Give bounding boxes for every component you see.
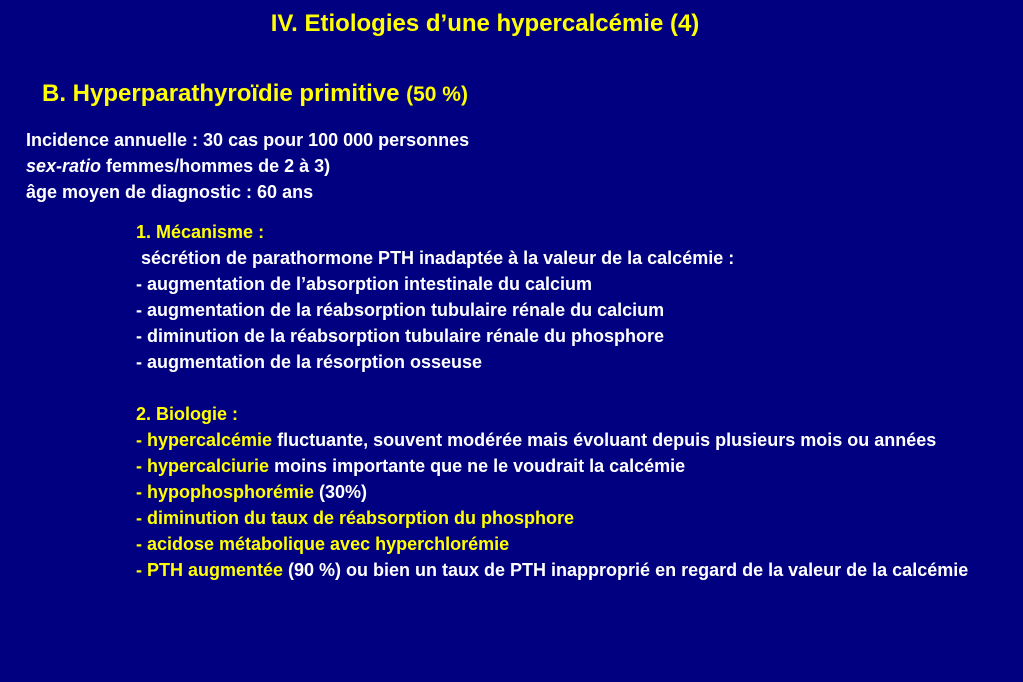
mecanisme-heading: 1. Mécanisme : (136, 222, 265, 242)
slide-title: IV. Etiologies d’une hypercalcémie (4) (270, 10, 700, 37)
mecanisme-item: - diminution de la réabsorption tubulaire rénale du phosphore (136, 326, 665, 346)
biologie-term: - hypercalcémie (136, 430, 273, 450)
sex-ratio-line (26, 153, 469, 179)
biologie-item-pth (136, 557, 986, 583)
section-subtitle (42, 79, 468, 110)
biologie-item-phosphore: - diminution du taux de réabsorption du phosphore (136, 508, 574, 528)
mecanisme-item: - augmentation de l’absorption intestinale du calcium (136, 274, 593, 294)
intro-block (26, 127, 469, 205)
biologie-item-hypercalcemie (136, 427, 986, 453)
subtitle-text: B. Hyperparathyroïdie primitive (42, 80, 407, 107)
age-line: âge moyen de diagnostic : 60 ans (26, 182, 314, 202)
biologie-item-acidose: - acidose métabolique avec hyperchlorémie (136, 534, 510, 554)
incidence-line: Incidence annuelle : 30 cas pour 100 000 personnes (26, 130, 470, 150)
biologie-term: - hypophosphorémie (136, 482, 315, 502)
subtitle-percentage: (50 %) (406, 83, 468, 106)
biologie-detail: moins importante que ne le voudrait la calcémie (269, 456, 686, 476)
biologie-heading: 2. Biologie : (136, 404, 239, 424)
biologie-detail: fluctuante, souvent modérée mais évoluant depuis plusieurs mois ou années (272, 430, 937, 450)
biologie-term: - PTH augmentée (136, 560, 284, 580)
biologie-detail: (30%) (314, 482, 368, 502)
sex-ratio-label: sex-ratio (26, 156, 102, 176)
sex-ratio-value: femmes/hommes de 2 à 3) (101, 156, 331, 176)
section-spacer (136, 375, 986, 401)
mecanisme-item: - augmentation de la réabsorption tubulaire rénale du calcium (136, 300, 665, 320)
content-block (136, 219, 986, 583)
biologie-item-hypophosphoremie (136, 479, 986, 505)
biologie-item-hypercalciurie (136, 453, 986, 479)
biologie-term: - hypercalciurie (136, 456, 270, 476)
biologie-detail: (90 %) ou bien un taux de PTH inapproprié en regard de la valeur de la calcémie (283, 560, 969, 580)
mecanisme-intro: sécrétion de parathormone PTH inadaptée à la valeur de la calcémie : (136, 248, 735, 268)
mecanisme-item: - augmentation de la résorption osseuse (136, 352, 483, 372)
